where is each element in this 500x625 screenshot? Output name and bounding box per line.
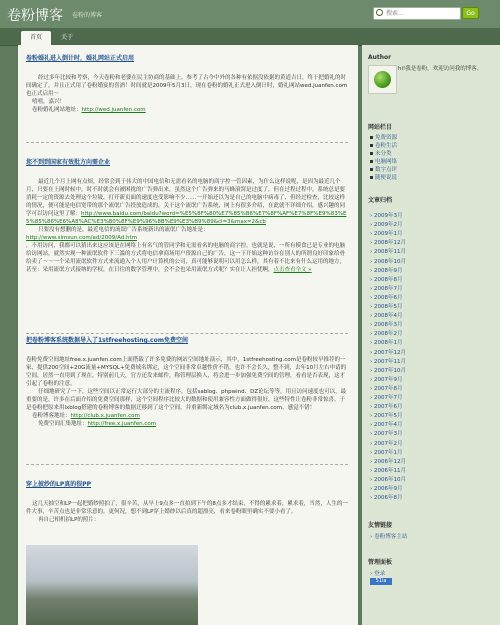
- sidebar-heading-admin: 管理面板: [368, 559, 393, 566]
- archive-item[interactable]: [370, 229, 402, 237]
- arrow-icon: ›: [370, 213, 374, 219]
- archive-item[interactable]: [370, 311, 402, 319]
- post-body: [26, 356, 348, 428]
- arrow-icon: ›: [370, 258, 374, 265]
- post-paragraph: [26, 242, 348, 274]
- post-paragraph: 仔细地研究了一下，这些空间以正常运行大部分的主流程序，包括sablog、phpwind、DZ论坛等等，用且访问速度也可以，最重要的是，许多在后面介绍的免费空间那样，这个空间程序比较大的数据和使用兼容性方面做得很好，这些特性让卷粉非常惊喜。于是卷粉把原来用lxblog搭建的卷粉博客的数据迁移到了这个空间，并重新绑定域名为club.x.juanfen.com，感觉不错！: [26, 389, 347, 411]
- archive-item[interactable]: [370, 320, 402, 328]
- archive-label: 2008年2月: [373, 331, 403, 338]
- archive-label: 2008年9月: [373, 267, 403, 274]
- post-text: 最近几个月上网有点烦，经常会到于伟大的中国电信和无需看名的电脑的商字控一管因素，为什么这样说呢，是因为最近几个月，只要在上网时候中，时不时就会有被困扰的广告弹出来，虽然这个广告弹来的马蜂滚窝是过度了，但在过程过程中，系统总是要消耗一定的资源去处理这个垃圾，打开新页面的速度也受影响不少……一开始还以为是自己的电脑中病毒了，但经过检查，比较这样的情况，便可能是电信宽带的那个流氓广告投放造成的，关于这个流氓广告系统，网上有很多介绍，在此就不详细介绍，感兴趣的同学可以访问这里了解：: [26, 179, 346, 217]
- arrow-icon: ›: [370, 222, 374, 229]
- arrow-icon: ›: [370, 313, 374, 320]
- sidebar-item-category[interactable]: 卷粉生活: [370, 141, 397, 149]
- arrow-icon: ›: [370, 467, 374, 474]
- arrow-icon: ›: [370, 322, 374, 329]
- post-text: ，不用访问，我都可以猜出来这应该是在网络上有名气的管同学和无需看名的电脑的商字控。也就是说，一所有模食已是专业的电脑给访网站，就然实现一种流氓软件下三滥的方式将电信拿商场用户资源自己的广告，这一下开始这种访谷在别人的所谓良好印象给骨给卖了～～一个采用流氓软件方式来流通入个人用户计算机的公司，真可能够说明可以用怎么样，其有着不比来有什么运用的地方，甚至：采用流氓方式接纳的学权，在日往的数学管理中，会不会也采用流氓方式呢？实在让人担忧啊，: [26, 243, 346, 273]
- sidebar-heading-archives: 文章归档: [368, 197, 393, 204]
- archive-item[interactable]: [370, 266, 402, 274]
- post-link[interactable]: http://club.x.juanfen.com: [70, 413, 140, 419]
- arrow-icon: ›: [370, 413, 374, 420]
- arrow-icon: ›: [370, 267, 374, 274]
- arrow-icon: ›: [370, 240, 374, 247]
- arrow-icon: ›: [370, 294, 374, 301]
- archive-item[interactable]: [370, 302, 402, 310]
- post-link[interactable]: http://www.simsun.com/ad/2009/Ad.htm: [26, 235, 137, 241]
- archive-label: 2008年1月: [373, 340, 403, 347]
- post-paragraph: 嘻嘻，嘉兴！: [32, 99, 66, 105]
- arrow-icon: ›: [370, 358, 374, 365]
- archive-item[interactable]: [370, 293, 402, 301]
- archive-label: 2006年10月: [373, 476, 406, 483]
- archive-label: 2007年3月: [373, 431, 403, 438]
- link-label: 免费空间汇集地址：: [38, 421, 88, 427]
- arrow-icon: ›: [370, 304, 374, 310]
- sidebar-item-login[interactable]: › 登录: [370, 571, 386, 577]
- archive-item[interactable]: [370, 366, 406, 374]
- arrow-icon: ›: [370, 404, 374, 411]
- archive-label: 2008年12月: [373, 240, 406, 247]
- archive-item[interactable]: [370, 275, 402, 283]
- archive-item[interactable]: [370, 338, 402, 346]
- sidebar-item-category[interactable]: 电脑网络: [370, 157, 397, 165]
- post: [26, 53, 348, 114]
- archive-item[interactable]: [370, 448, 402, 456]
- arrow-icon: ›: [370, 440, 374, 447]
- archive-label: 2008年6月: [373, 294, 403, 301]
- archive-item[interactable]: [370, 493, 402, 501]
- archive-item[interactable]: [370, 411, 402, 419]
- post-paragraph: 只要没有想删的是，最近电信的流氓广告系统新出的流氓广告地址是：: [38, 227, 209, 233]
- archive-label: 2006年11月: [373, 467, 406, 474]
- archive-item[interactable]: [370, 284, 402, 292]
- archive-label: 2009年3月: [373, 213, 403, 219]
- nav-bar: [0, 28, 500, 46]
- search-input[interactable]: [386, 8, 456, 19]
- archive-item[interactable]: [370, 348, 406, 356]
- avatar: [368, 65, 397, 94]
- site-title[interactable]: 卷粉博客: [7, 8, 63, 24]
- archive-label: 2006年9月: [373, 486, 403, 492]
- post-title[interactable]: 您不到到国家有效批方向需企业: [26, 159, 111, 166]
- post-title[interactable]: 穿上披纱的LP真的很PP: [26, 481, 92, 488]
- archive-label: 2008年5月: [373, 304, 403, 310]
- arrow-icon: ›: [370, 486, 374, 492]
- arrow-icon: ›: [370, 458, 374, 465]
- archive-label: 2007年4月: [373, 422, 403, 429]
- post-paragraph: [26, 234, 348, 242]
- post-paragraph: 经过多年比较和考察，今天卷粉和老婆在民主协商的基础上，参考了古今中外的各种有依据没依据的黄道吉日，终于把婚礼的时间确定了，并且正式用了卷粉婚宴的喜酒！时间就是2009年5月3日，现在卷粉的婚礼正式进入倒计时，婚礼网站wed.juanfen.com也正式启用～: [26, 75, 348, 97]
- archive-label: 2008年3月: [373, 322, 403, 329]
- post-divider: [26, 333, 348, 334]
- sidebar-heading-categories: 网站栏目: [368, 124, 393, 131]
- archive-label: 2007年6月: [373, 404, 403, 411]
- archive-label: 2008年7月: [373, 285, 403, 292]
- archive-item[interactable]: [370, 220, 402, 228]
- archive-item[interactable]: [370, 466, 406, 474]
- archive-label: 2007年1月: [373, 449, 403, 456]
- link-label: 卷粉婚礼网站地址：: [32, 107, 82, 113]
- archive-item[interactable]: [370, 475, 406, 483]
- post-paragraph: 再自己相机拍LP的照片：: [38, 517, 100, 523]
- link-label: 卷粉博客地址：: [32, 413, 71, 419]
- arrow-icon: ›: [370, 431, 374, 438]
- arrow-icon: ›: [370, 331, 374, 338]
- post-paragraph: [26, 412, 348, 420]
- arrow-icon: ›: [370, 367, 374, 374]
- archive-item[interactable]: [370, 439, 402, 447]
- arrow-icon: ›: [370, 422, 374, 429]
- post-divider: [26, 142, 348, 143]
- main-content: [18, 45, 358, 625]
- archive-item[interactable]: [370, 329, 402, 337]
- archive-label: 2007年5月: [373, 413, 403, 420]
- post-paragraph: [26, 420, 348, 428]
- post: [26, 157, 348, 274]
- sidebar-item-link[interactable]: › 卷粉博客主站: [370, 534, 408, 540]
- post-body: [26, 178, 348, 274]
- archive-label: 2007年8月: [373, 385, 403, 392]
- archive-label: 2008年10月: [373, 258, 406, 265]
- archive-label: 2006年12月: [373, 458, 406, 465]
- archive-label: 2007年12月: [373, 349, 406, 356]
- archive-item[interactable]: [370, 211, 402, 219]
- sidebar-item-category[interactable]: 免费资源: [370, 133, 397, 141]
- post-photo[interactable]: [26, 545, 198, 625]
- archive-item[interactable]: [370, 457, 406, 465]
- apple-icon: [374, 71, 391, 88]
- post-body: [26, 74, 348, 114]
- sidebar-heading-links: 友情链接: [368, 522, 393, 529]
- archive-label: 2007年7月: [373, 395, 403, 401]
- sidebar-item-category[interactable]: 数字点评: [370, 165, 397, 173]
- sidebar-item-category[interactable]: 未分类: [370, 149, 392, 157]
- post-link[interactable]: http://www.baidu.com/baidu?word=%E5%8F%80%E7%85%B6%E7%8F%AF%E7%8F%E9%83%E5%85%86%E6%A8%AC%E3%80%8F%E9%96%8B%E9%E3%B9%89&cl=3&max=2&cb: [26, 211, 347, 225]
- post-link[interactable]: http://wed.juanfen.com: [81, 107, 146, 113]
- archive-item[interactable]: [370, 257, 406, 265]
- tab-about[interactable]: 关于: [60, 34, 73, 41]
- archive-label: 2009年1月: [373, 231, 403, 238]
- read-more-link[interactable]: 点击查看全文 »: [273, 267, 312, 273]
- arrow-icon: ›: [370, 276, 374, 283]
- post-link[interactable]: http://free.x.juanfen.com: [87, 421, 157, 427]
- archive-label: 2007年10月: [373, 367, 406, 374]
- archive-item[interactable]: [370, 393, 402, 401]
- search-button[interactable]: Go: [462, 7, 479, 19]
- search-box: [373, 7, 461, 20]
- post-paragraph: [26, 106, 348, 114]
- archive-item[interactable]: [370, 375, 402, 383]
- archive-label: 2006年8月: [373, 495, 403, 502]
- archive-item[interactable]: [370, 484, 402, 492]
- site-description: 卷粉的博客: [72, 12, 103, 19]
- post-paragraph: [26, 178, 348, 226]
- post-paragraph: 这几天抽空和LP一起把婚纱照拍了，很辛苦，从早上9点多一直拍到下午的8点多才结束，不得的累求着，累求着，当然，人生的一件大事，辛苦点也是非常乐意的。更何况，想不到LP穿上婚纱以后真的超漂亮，看来卷粉眼里确实不要小看了。: [26, 501, 348, 515]
- archive-label: 2007年9月: [373, 376, 403, 383]
- archive-label: 2008年4月: [373, 313, 403, 320]
- arrow-icon: ›: [370, 285, 374, 292]
- archive-item[interactable]: [370, 238, 406, 246]
- arrow-icon: ›: [370, 495, 374, 502]
- stats-badge[interactable]: 51la: [370, 578, 392, 585]
- post: [26, 479, 348, 524]
- archive-item[interactable]: [370, 247, 406, 255]
- arrow-icon: ›: [370, 449, 374, 456]
- post-paragraph: 卷粉免费空间地址free.x.juanfen.com上面搭载了许多免费的网站空间地址演示，其中，1stfreehosting.com是卷粉较早推荐的一家，提供200空间+20G流量+MYSQL+免费域名绑定，这个空间非常卓越性价不错，也许不会长久，整不到，去年10月左右申请的空间，居然一直用到了现在，特别前几天，官方还发来邮件，称管理层换人，将会进一步加强免费空间的管理，看看是否表现，这才引起了卷粉的注意。: [26, 357, 347, 387]
- archive-label: 2008年11月: [373, 249, 406, 256]
- arrow-icon: ›: [370, 340, 374, 347]
- archive-item[interactable]: [370, 402, 402, 410]
- sidebar: [362, 45, 500, 625]
- archive-item[interactable]: [370, 384, 402, 392]
- arrow-icon: ›: [370, 249, 374, 256]
- archive-label: 2007年2月: [373, 440, 403, 447]
- post-title[interactable]: 卷粉婚礼进入倒计时，婚礼网站正式启用: [26, 55, 135, 62]
- arrow-icon: ›: [370, 476, 374, 483]
- sidebar-heading-author: Author: [368, 54, 392, 61]
- post: [26, 335, 348, 428]
- site-header: [0, 0, 500, 28]
- post-divider: [26, 464, 348, 465]
- post-body: [26, 500, 348, 524]
- arrow-icon: ›: [370, 376, 374, 383]
- archive-item[interactable]: [370, 357, 406, 365]
- sidebar-item-category[interactable]: 随便说说: [370, 173, 397, 181]
- tab-home[interactable]: 首页: [21, 31, 51, 45]
- archive-item[interactable]: [370, 429, 402, 437]
- arrow-icon: ›: [370, 231, 374, 238]
- arrow-icon: ›: [370, 385, 374, 392]
- arrow-icon: ›: [370, 349, 374, 356]
- archive-label: 2008年8月: [373, 276, 403, 283]
- arrow-icon: ›: [370, 395, 374, 401]
- author-blurb: hi!我是卷粉。欢迎访问我的博客。: [398, 66, 483, 72]
- archive-item[interactable]: [370, 420, 402, 428]
- archive-label: 2009年2月: [373, 222, 403, 229]
- post-title[interactable]: 把卷粉博客系统数据导入了1stfreehosting.com免费空间: [26, 337, 188, 344]
- archive-label: 2007年11月: [373, 358, 406, 365]
- search-icon: [376, 9, 383, 16]
